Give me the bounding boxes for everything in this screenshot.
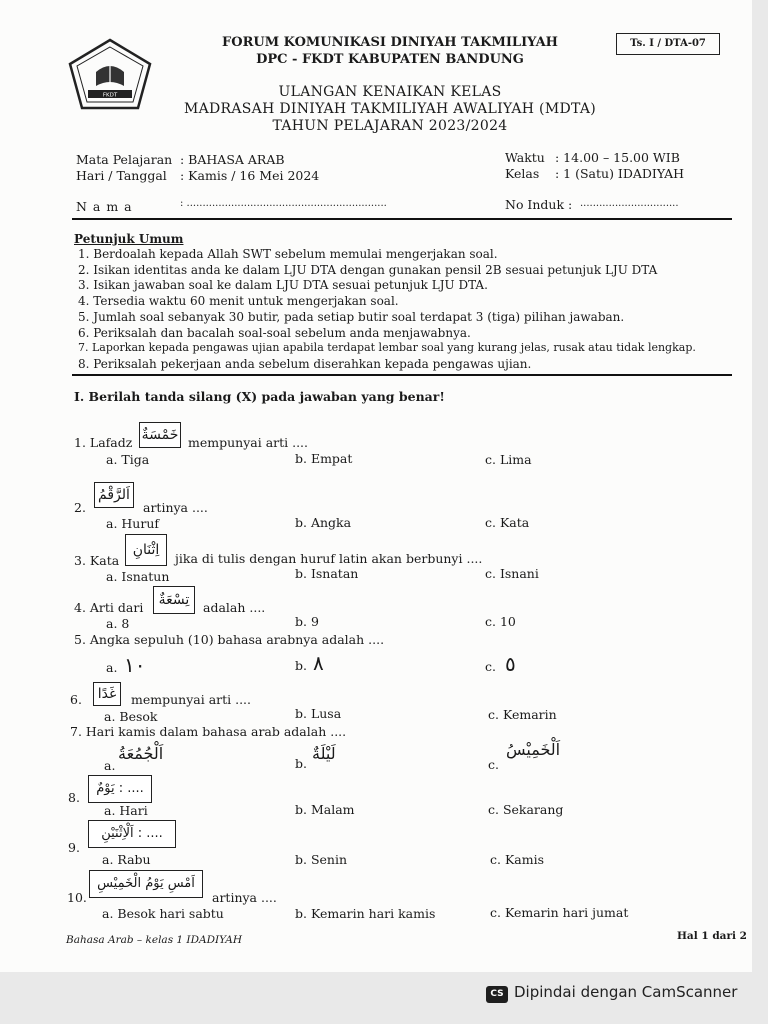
question-text: 7. Hari kamis dalam bahasa arab adalah ....: [70, 724, 347, 739]
section-title: I. Berilah tanda silang (X) pada jawaban yang benar!: [74, 389, 445, 404]
name-field: : ...............................................................: [180, 198, 387, 209]
org-name: FORUM KOMUNIKASI DINIYAH TAKMILIYAH: [222, 35, 558, 50]
question-number: 8.: [68, 790, 80, 805]
day-value: : Kamis / 16 Mei 2024: [180, 168, 320, 183]
option-b[interactable]: b. Empat: [295, 451, 353, 466]
school-name: MADRASAH DINIYAH TAKMILIYAH AWALIYAH (MDTA): [183, 101, 597, 117]
option-c[interactable]: c. Isnani: [485, 566, 539, 581]
option-b[interactable]: b.: [295, 756, 307, 771]
question-text: artinya ....: [212, 890, 277, 905]
class-label: Kelas: [505, 166, 540, 181]
id-label: No Induk :: [505, 197, 573, 212]
question-number: 4. Arti dari: [74, 600, 144, 615]
option-a[interactable]: a. Besok hari sabtu: [102, 906, 224, 921]
time-label: Waktu: [505, 150, 545, 165]
option-b[interactable]: b. Kemarin hari kamis: [295, 906, 436, 921]
question-number: 2.: [74, 500, 86, 515]
instruction-item: 4. Tersedia waktu 60 menit untuk mengerjakan soal.: [78, 294, 399, 308]
divider-bottom: [72, 374, 732, 376]
question-number: 10.: [67, 890, 87, 905]
fkdt-logo-icon: [68, 38, 152, 110]
arabic-word-box: اَلرَّقْمُ: [94, 482, 134, 508]
svg-text:FKDT: FKDT: [102, 92, 118, 99]
option-a[interactable]: a. Hari: [104, 803, 148, 818]
option-a[interactable]: a.: [106, 660, 118, 675]
question-text: artinya ....: [143, 500, 208, 515]
scanner-watermark: Dipindai dengan CamScanner: [514, 983, 738, 1001]
page-number: Hal 1 dari 2: [677, 930, 747, 942]
option-a[interactable]: a. Huruf: [106, 516, 160, 531]
org-branch: DPC - FKDT KABUPATEN BANDUNG: [256, 52, 524, 67]
arabic-word-box: يَوْمٌ : ....: [88, 775, 152, 803]
option-c[interactable]: c. Sekarang: [488, 802, 564, 817]
instruction-item: 2. Isikan identitas anda ke dalam LJU DTA dengan gunakan pensil 2B sesuai petunjuk LJU DTA: [78, 263, 658, 277]
subject-value: : BAHASA ARAB: [180, 152, 285, 167]
time-value: : 14.00 – 15.00 WIB: [555, 150, 680, 165]
document-code: Ts. I / DTA-07: [616, 33, 720, 55]
divider-top: [72, 218, 732, 220]
arabic-word-box: اِثْنَانِ: [125, 534, 167, 566]
question-text: jika di tulis dengan huruf latin akan berbunyi ....: [175, 551, 483, 566]
question-text: mempunyai arti ....: [131, 692, 252, 707]
class-value: : 1 (Satu) IDADIYAH: [555, 166, 685, 181]
option-c[interactable]: c.: [485, 659, 496, 674]
question-text: 5. Angka sepuluh (10) bahasa arabnya adalah ....: [74, 632, 385, 647]
instruction-item: 6. Periksalah dan bacalah soal-soal sebelum anda menjawabnya.: [78, 326, 471, 340]
question-number: 9.: [68, 840, 80, 855]
option-b[interactable]: b. Malam: [295, 802, 355, 817]
option-c-arabic: اَلْخَمِيْسُ: [506, 740, 561, 759]
option-c[interactable]: c. Kemarin: [488, 707, 557, 722]
option-a-arabic: ١٠: [124, 653, 146, 677]
question-text: mempunyai arti ....: [188, 435, 309, 450]
academic-year: TAHUN PELAJARAN 2023/2024: [272, 118, 508, 134]
footer-subject: Bahasa Arab – kelas 1 IDADIYAH: [66, 934, 243, 946]
instruction-item: 5. Jumlah soal sebanyak 30 butir, pada setiap butir soal terdapat 3 (tiga) pilihan jawaban.: [78, 310, 625, 324]
option-a[interactable]: a. Rabu: [102, 852, 151, 867]
instructions-heading: Petunjuk Umum: [74, 232, 184, 246]
day-label: Hari / Tanggal: [76, 168, 167, 183]
option-b[interactable]: b. Lusa: [295, 706, 342, 721]
subject-label: Mata Pelajaran: [76, 152, 173, 167]
instruction-item: 3. Isikan jawaban soal ke dalam LJU DTA sesuai petunjuk LJU DTA.: [78, 278, 488, 292]
option-c[interactable]: c. Lima: [485, 452, 532, 467]
option-a-arabic: اَلْجُمُعَةُ: [118, 744, 164, 763]
question-number: 6.: [70, 692, 82, 707]
instruction-item: 1. Berdoalah kepada Allah SWT sebelum memulai mengerjakan soal.: [78, 247, 498, 261]
arabic-word-box: اَمْسِ يَوْمُ الْخَمِيْسِ: [89, 870, 203, 898]
option-b[interactable]: b.: [295, 658, 307, 673]
option-a[interactable]: a.: [104, 758, 116, 773]
option-c[interactable]: c. Kamis: [490, 852, 545, 867]
option-a[interactable]: a. 8: [106, 616, 130, 631]
arabic-word-box: تِسْعَةٌ: [153, 586, 195, 614]
instruction-item: 7. Laporkan kepada pengawas ujian apabila terdapat lembar soal yang kurang jelas, rusak atau tidak lengkap.: [78, 341, 696, 354]
option-c[interactable]: c.: [488, 757, 499, 772]
option-a[interactable]: a. Isnatun: [106, 569, 170, 584]
option-b[interactable]: b. Isnatan: [295, 566, 359, 581]
question-number: 1. Lafadz: [74, 435, 133, 450]
arabic-word-box: غَدًا: [93, 682, 121, 706]
arabic-word-box: خَمْسَةٌ: [139, 422, 181, 448]
option-a[interactable]: a. Besok: [104, 709, 158, 724]
question-text: adalah ....: [203, 600, 266, 615]
camscanner-logo-icon: CS: [486, 986, 508, 1003]
option-a[interactable]: a. Tiga: [106, 452, 150, 467]
option-b-arabic: ٨: [313, 651, 324, 675]
option-c[interactable]: c. Kata: [485, 515, 530, 530]
option-b[interactable]: b. 9: [295, 614, 319, 629]
option-c[interactable]: c. 10: [485, 614, 516, 629]
instruction-item: 8. Periksalah pekerjaan anda sebelum diserahkan kepada pengawas ujian.: [78, 357, 532, 371]
option-c[interactable]: c. Kemarin hari jumat: [490, 905, 629, 920]
option-b-arabic: لَيْلَةٌ: [312, 744, 336, 763]
arabic-word-box: اَلْاِثْنَيْنِ : ....: [88, 820, 176, 848]
name-label: N a m a: [76, 199, 133, 214]
option-b[interactable]: b. Angka: [295, 515, 352, 530]
option-b[interactable]: b. Senin: [295, 852, 348, 867]
question-number: 3. Kata: [74, 553, 120, 568]
option-c-arabic: ٥: [505, 652, 516, 676]
id-field: ...............................: [580, 198, 679, 209]
exam-title: ULANGAN KENAIKAN KELAS: [278, 84, 502, 100]
